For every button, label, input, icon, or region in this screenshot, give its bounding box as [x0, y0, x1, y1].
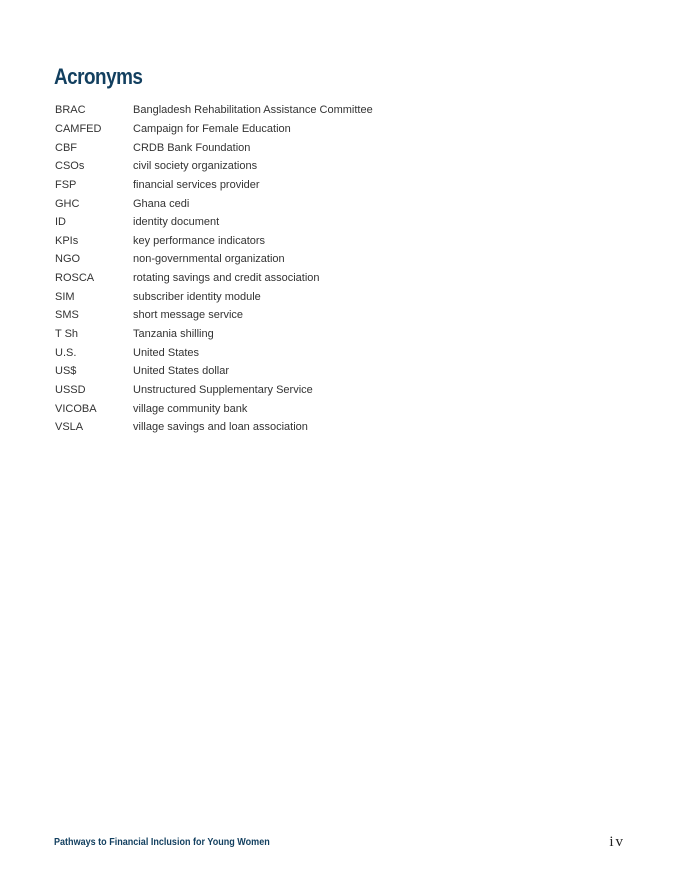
acronym-definition: Unstructured Supplementary Service — [133, 383, 313, 396]
acronym-row — [55, 120, 615, 139]
acronym-row — [55, 250, 615, 269]
acronym-definition: United States dollar — [133, 365, 229, 378]
acronym-definition: key performance indicators — [133, 234, 266, 247]
acronym-definition: non-governmental organization — [133, 253, 285, 266]
acronym-term: GHC — [55, 197, 80, 210]
acronym-term: U.S. — [55, 346, 77, 359]
acronym-definition: rotating savings and credit association — [133, 272, 320, 285]
acronym-definition: Campaign for Female Education — [133, 122, 291, 135]
acronym-definition: short message service — [133, 309, 244, 322]
acronym-definition: village savings and loan association — [133, 421, 308, 434]
acronym-row — [55, 138, 615, 157]
acronym-row — [55, 381, 615, 400]
acronym-definition: Bangladesh Rehabilitation Assistance Committee — [133, 104, 373, 117]
acronym-definition: CRDB Bank Foundation — [133, 141, 251, 154]
acronym-term: USSD — [55, 383, 86, 396]
acronym-row — [55, 306, 615, 325]
acronym-term: SIM — [55, 290, 75, 303]
footer-document-title: Pathways to Financial Inclusion for Young Women — [54, 836, 270, 848]
acronym-definition: Ghana cedi — [133, 197, 190, 210]
acronym-row — [55, 213, 615, 232]
acronym-row — [55, 269, 615, 288]
acronym-definition: Tanzania shilling — [133, 328, 214, 340]
acronym-definition: identity document — [133, 216, 220, 229]
acronym-definition: United States — [133, 346, 200, 359]
acronym-term: NGO — [55, 253, 81, 266]
page-title: Acronyms — [54, 64, 143, 89]
acronym-row — [55, 418, 615, 437]
acronym-term: BRAC — [55, 104, 86, 117]
acronym-row — [55, 287, 615, 306]
acronym-row — [55, 231, 615, 250]
acronym-row — [55, 101, 615, 120]
acronym-term: CSOs — [55, 160, 85, 173]
acronym-term: CAMFED — [55, 122, 102, 135]
acronym-term: FSP — [55, 178, 77, 191]
acronym-row — [55, 157, 615, 176]
acronym-definition: civil society organizations — [133, 160, 258, 173]
acronym-row — [55, 176, 615, 195]
acronym-definition: financial services provider — [133, 178, 260, 191]
acronym-term: US$ — [55, 365, 77, 378]
acronym-definition: subscriber identity module — [133, 290, 261, 303]
acronym-row — [55, 399, 615, 418]
page-number: iv — [609, 834, 625, 850]
acronym-row — [55, 343, 615, 362]
acronym-term: CBF — [55, 141, 77, 154]
acronym-term: T Sh — [55, 328, 79, 340]
acronym-row — [55, 362, 615, 381]
acronym-term: ID — [55, 216, 66, 229]
acronym-term: SMS — [55, 309, 79, 322]
acronym-term: ROSCA — [55, 272, 95, 285]
acronym-term: VSLA — [55, 421, 84, 434]
acronym-row — [55, 325, 615, 344]
acronym-term: KPIs — [55, 234, 79, 247]
acronym-row — [55, 194, 615, 213]
acronym-definition: village community bank — [133, 402, 248, 415]
acronym-list — [55, 101, 615, 437]
acronym-term: VICOBA — [55, 402, 97, 415]
